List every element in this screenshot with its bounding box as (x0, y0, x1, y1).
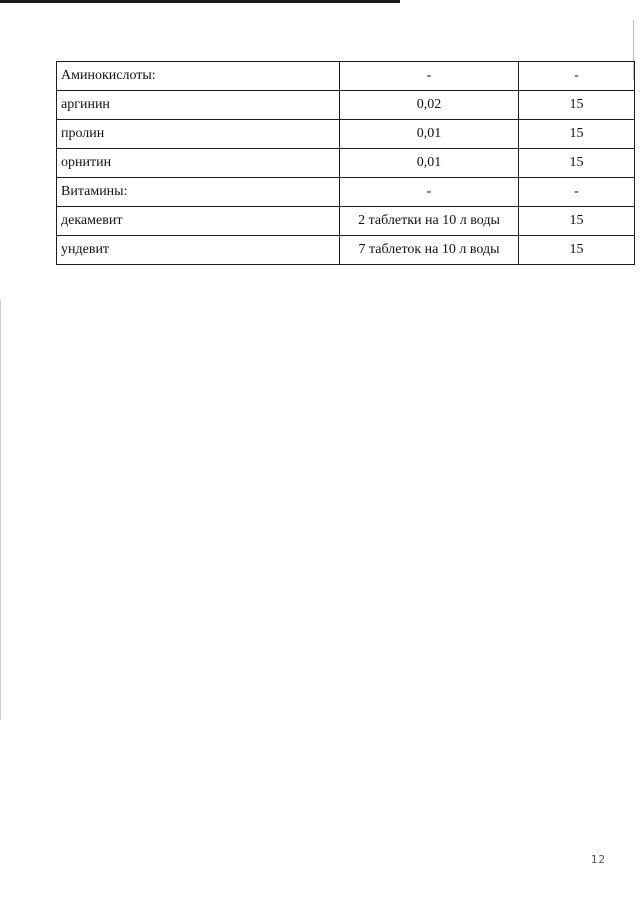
table-row (57, 91, 635, 120)
table-row (57, 207, 635, 236)
days-cell: 15 (519, 149, 635, 178)
substance-cell: Аминокислоты: (57, 62, 340, 91)
dose-cell: 7 таблеток на 10 л воды (340, 236, 519, 265)
substance-cell: орнитин (57, 149, 340, 178)
substance-cell: аргинин (57, 91, 340, 120)
table-row (57, 149, 635, 178)
scan-top-edge (0, 0, 400, 3)
table-row (57, 236, 635, 265)
days-cell: 15 (519, 207, 635, 236)
dose-cell: - (340, 178, 519, 207)
dose-cell: 0,02 (340, 91, 519, 120)
substance-cell: декамевит (57, 207, 340, 236)
table-row (57, 178, 635, 207)
substance-cell: Витамины: (57, 178, 340, 207)
dose-cell: - (340, 62, 519, 91)
table-row (57, 120, 635, 149)
days-cell: 15 (519, 236, 635, 265)
days-cell: - (519, 62, 635, 91)
dose-cell: 0,01 (340, 120, 519, 149)
dose-cell: 2 таблетки на 10 л воды (340, 207, 519, 236)
dose-cell: 0,01 (340, 149, 519, 178)
days-cell: 15 (519, 120, 635, 149)
substance-cell: ундевит (57, 236, 340, 265)
page-number: 12 (590, 853, 606, 866)
scan-left-edge (0, 300, 1, 720)
days-cell: 15 (519, 91, 635, 120)
dosage-table (56, 61, 635, 265)
substance-cell: пролин (57, 120, 340, 149)
days-cell: - (519, 178, 635, 207)
table-row (57, 62, 635, 91)
